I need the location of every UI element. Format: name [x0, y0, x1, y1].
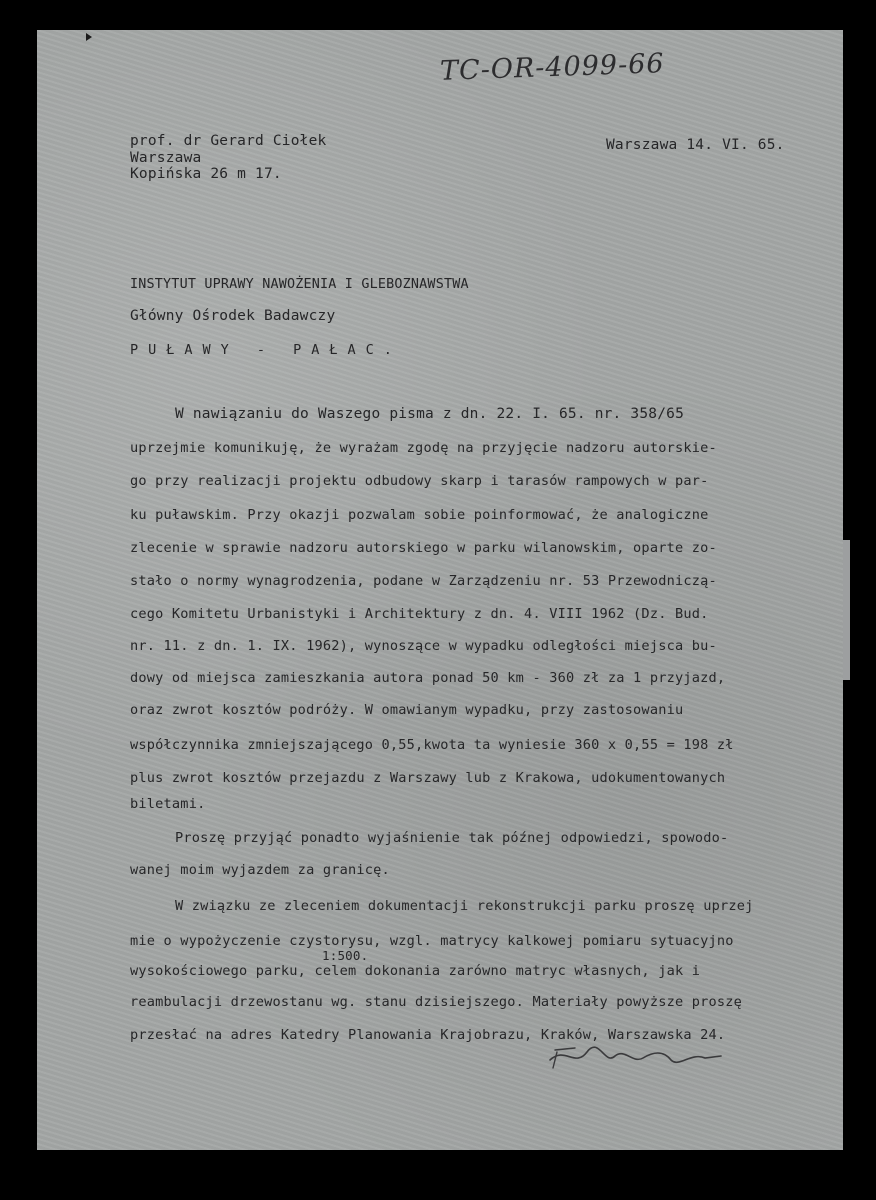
body-line: wanej moim wyjazdem za granicę.: [130, 862, 390, 878]
body-line: przesłać na adres Katedry Planowania Krajobrazu, Kraków, Warszawska 24.: [130, 1027, 726, 1043]
sender-name: prof. dr Gerard Ciołek: [130, 133, 327, 149]
body-line: biletami.: [130, 796, 206, 812]
body-line: cego Komitetu Urbanistyki i Architektury z dn. 4. VIII 1962 (Dz. Bud.: [130, 606, 709, 622]
recipient-center: Główny Ośrodek Badawczy: [130, 308, 336, 324]
body-line: go przy realizacji projektu odbudowy skarp i tarasów rampowych w par-: [130, 473, 709, 489]
body-line: W nawiązaniu do Waszego pisma z dn. 22. I. 65. nr. 358/65: [175, 406, 684, 422]
body-line: oraz zwrot kosztów podróży. W omawianym wypadku, przy zastosowaniu: [130, 702, 684, 718]
reference-number: TC-OR-4099-66: [439, 48, 666, 87]
letter-sheet: [37, 30, 843, 1150]
body-line: uprzejmie komunikuję, że wyrażam zgodę na przyjęcie nadzoru autorskie-: [130, 440, 717, 456]
body-line: zlecenie w sprawie nadzoru autorskiego w parku wilanowskim, oparte zo-: [130, 540, 717, 556]
body-line: mie o wypożyczenie czystorysu, wzgl. matrycy kalkowej pomiaru sytuacyjno: [130, 933, 734, 949]
recipient-institute: INSTYTUT UPRAWY NAWOŻENIA I GLEBOZNAWSTWA: [130, 277, 469, 292]
paper-edge-tab: [843, 540, 850, 680]
recipient-place: PUŁAWY - PAŁAC.: [130, 342, 402, 358]
body-line: reambulacji drzewostanu wg. stanu dzisiejszego. Materiały powyższe proszę: [130, 994, 743, 1010]
body-line: Proszę przyjąć ponadto wyjaśnienie tak późnej odpowiedzi, spowodo-: [175, 830, 729, 846]
body-line: ku puławskim. Przy okazji pozwalam sobie poinformować, że analogiczne: [130, 507, 709, 523]
handwritten-signature: [545, 1038, 725, 1078]
corner-arrow-mark: [86, 33, 92, 41]
scale-note: 1:500.: [322, 948, 369, 963]
body-line: współczynnika zmniejszającego 0,55,kwota ta wyniesie 360 x 0,55 = 198 zł: [130, 737, 734, 753]
body-line: wysokościowego parku, celem dokonania zarówno matryc własnych, jak i: [130, 963, 701, 979]
body-line: stało o normy wynagrodzenia, podane w Zarządzeniu nr. 53 Przewodniczą-: [130, 573, 717, 589]
sender-city: Warszawa: [130, 150, 202, 166]
letter-date: Warszawa 14. VI. 65.: [606, 137, 785, 153]
body-line: nr. 11. z dn. 1. IX. 1962), wynoszące w wypadku odległości miejsca bu-: [130, 638, 717, 654]
body-line: W związku ze zleceniem dokumentacji rekonstrukcji parku proszę uprzej: [175, 898, 754, 914]
body-line: plus zwrot kosztów przejazdu z Warszawy lub z Krakowa, udokumentowanych: [130, 770, 726, 786]
body-line: dowy od miejsca zamieszkania autora ponad 50 km - 360 zł za 1 przyjazd,: [130, 670, 726, 686]
sender-address: Kopińska 26 m 17.: [130, 166, 282, 182]
